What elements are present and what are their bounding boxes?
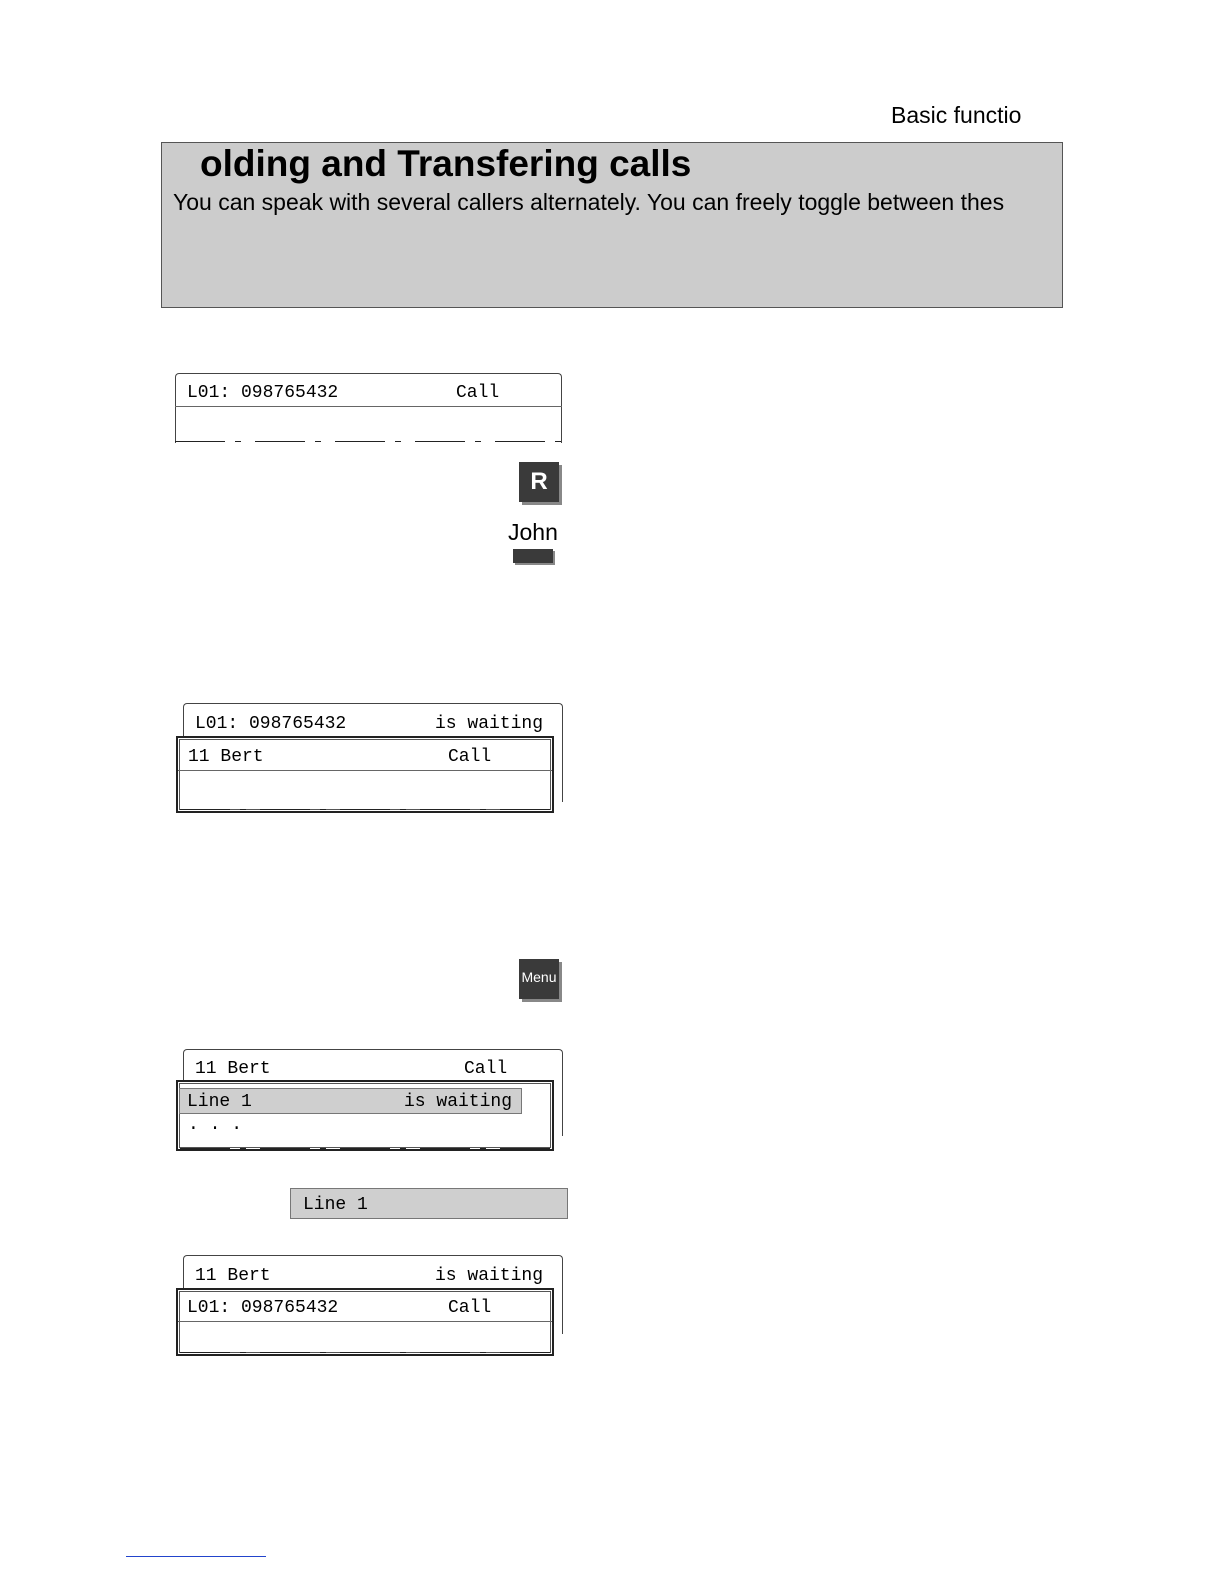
- display-front-right: Call: [448, 1298, 492, 1318]
- display-front-right: is waiting: [404, 1092, 513, 1112]
- softkey-bar: [180, 1143, 552, 1149]
- phone-display-1: [175, 373, 562, 443]
- menu-key-button[interactable]: Menu: [519, 959, 559, 999]
- softkey-bar: [180, 804, 552, 810]
- display-back-right: Call: [464, 1059, 508, 1079]
- phone-display-3: [176, 1049, 562, 1152]
- john-key-label: John: [508, 519, 558, 545]
- line-select-bar[interactable]: [290, 1188, 568, 1219]
- footer-rule: [126, 1556, 266, 1557]
- r-key-button[interactable]: R: [519, 462, 559, 502]
- title-box: [161, 142, 1063, 308]
- display-front-left: Line 1: [187, 1092, 252, 1112]
- display-back-right: is waiting: [435, 1266, 544, 1286]
- display-back-right: is waiting: [435, 714, 544, 734]
- display-front-right: Call: [448, 747, 492, 767]
- display-line-right: Call: [456, 383, 500, 403]
- softkey-bar: [175, 436, 562, 442]
- display-back-left: L01: 098765432: [195, 714, 347, 734]
- intro-text: You can speak with several callers alternately. You can freely toggle between thes: [173, 189, 1005, 215]
- john-key-button[interactable]: [513, 549, 553, 563]
- display-dots: . . .: [188, 1115, 243, 1135]
- softkey-bar: [180, 1347, 552, 1353]
- running-header: Basic functio: [891, 102, 1022, 128]
- display-back-left: 11 Bert: [195, 1266, 271, 1286]
- phone-display-2: [176, 703, 562, 813]
- display-back-left: 11 Bert: [195, 1059, 271, 1079]
- display-front-left: L01: 098765432: [187, 1298, 339, 1318]
- line-select-label: Line 1: [303, 1195, 368, 1215]
- display-line-left: L01: 098765432: [187, 383, 339, 403]
- display-front-left: 11 Bert: [188, 747, 264, 767]
- section-title: olding and Transfering calls: [200, 143, 692, 184]
- phone-display-4: [176, 1255, 562, 1356]
